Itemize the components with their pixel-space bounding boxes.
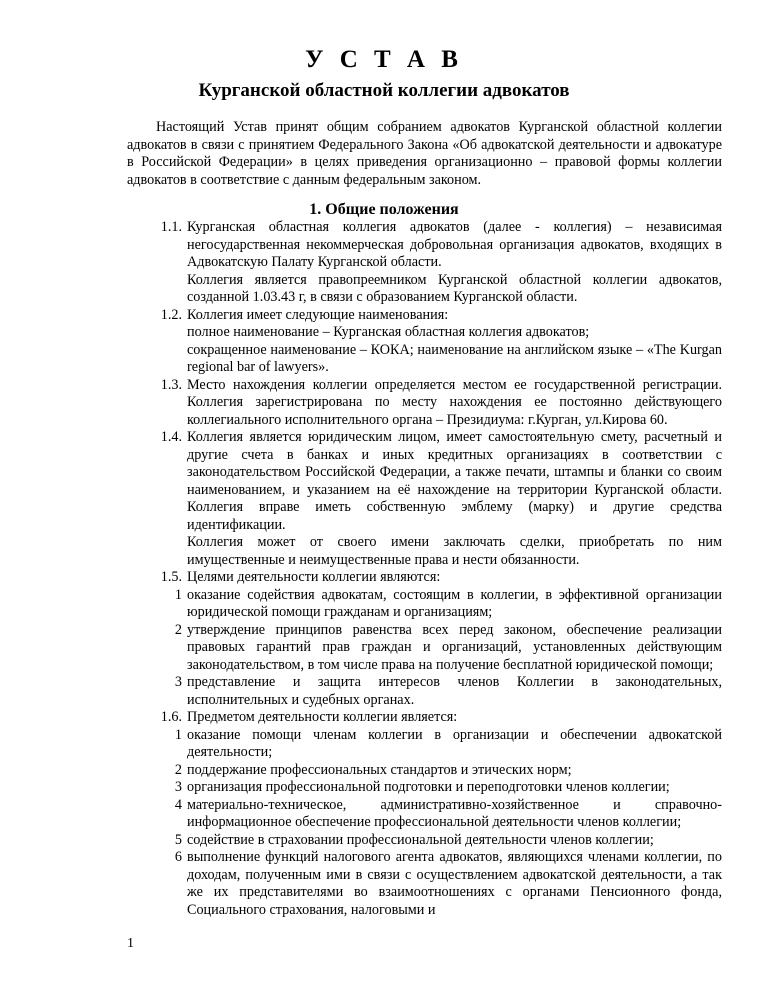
item-number: 2 <box>174 761 182 778</box>
item-body <box>187 674 722 709</box>
sub-item <box>127 674 722 709</box>
item-paragraph: материально-техническое, административно-хозяйственное и справочно-информационное обеспечение профессиональной деятельности членов коллегии; <box>187 796 722 830</box>
item-body <box>187 569 722 587</box>
sub-item <box>127 727 722 762</box>
item-paragraph: оказание содействия адвокатам, состоящим в коллегии, в эффективной организации юридической помощи гражданам и организациям; <box>187 586 722 620</box>
clause-item <box>127 429 722 569</box>
clause-item <box>127 709 722 727</box>
item-body <box>187 727 722 762</box>
item-number: 1 <box>174 726 182 743</box>
item-body <box>187 779 722 797</box>
sub-item <box>127 587 722 622</box>
item-paragraph: выполнение функций налогового агента адвокатов, являющихся членами коллегии, по доходам, полученным ими в связи с осуществлением адвокатской деятельности, а так же их представителями во взаимоотношениях с органами Пенсионного фонда, Социального страхования, налоговыми и <box>187 849 722 918</box>
item-paragraph: Коллегия является правопреемником Курганской областной коллегии адвокатов, созданной 1.03.43 г, в связи с образованием Курганской области. <box>187 271 722 305</box>
document-subtitle: Курганской областной коллегии адвокатов <box>198 80 570 101</box>
item-number: 1.6. <box>160 709 182 725</box>
sub-item <box>127 762 722 780</box>
item-paragraph: оказание помощи членам коллегии в организации и обеспечении адвокатской деятельности; <box>187 726 722 760</box>
section-heading: 1. Общие положения <box>309 201 459 218</box>
item-paragraph: утверждение принципов равенства всех перед законом, обеспечение реализации правовых гарантий прав граждан и организаций, установленных действующим законодательством, в том числе права на получение бесплатной юридической помощи; <box>187 621 722 673</box>
item-paragraph: сокращенное наименование – КОКА; наименование на английском языке – «The Kurgan regional bar of lawyers». <box>187 341 722 375</box>
document-title: У С Т А В <box>305 46 463 73</box>
item-number: 1.5. <box>160 569 182 585</box>
sub-item <box>127 849 722 919</box>
item-body <box>187 587 722 622</box>
item-body <box>187 849 722 919</box>
item-number: 4 <box>174 796 182 813</box>
item-number: 5 <box>174 831 182 848</box>
item-paragraph: Коллегия является юридическим лицом, имеет самостоятельную смету, расчетный и другие счета в банках и иных кредитных организациях в соответствии с законодательством Российской Федерации, а также печати, штампы и бланки со своим наименованием, и указанием на её нахождение на территории Курганской области. Коллегия вправе иметь собственную эмблему (марку) и другие средства идентификации. <box>187 429 722 533</box>
sub-item <box>127 622 722 675</box>
item-number: 1.1. <box>160 219 182 235</box>
item-number: 3 <box>174 779 182 795</box>
item-body <box>187 832 722 850</box>
item-body <box>187 377 722 430</box>
item-number: 1.2. <box>160 306 182 323</box>
item-number: 2 <box>174 621 182 638</box>
clause-item <box>127 569 722 587</box>
item-paragraph: Целями деятельности коллегии являются: <box>187 569 441 585</box>
item-body <box>187 429 722 569</box>
item-number: 1 <box>174 586 182 603</box>
item-paragraph: Курганская областная коллегия адвокатов (далее - коллегия) – независимая негосударственная некоммерческая добровольная организация адвокатов, входящих в Адвокатскую Палату Курганской области. <box>187 219 722 270</box>
item-number: 1.4. <box>160 429 182 445</box>
item-paragraph: Место нахождения коллегии определяется местом ее государственной регистрации. Коллегия зарегистрирована по месту нахождения ее постоянно действующего коллегиального исполнительного органа – Президиума: г.Курган, ул.Кирова 60. <box>187 376 722 428</box>
item-body <box>187 762 722 780</box>
item-number: 6 <box>174 849 182 865</box>
item-paragraph: полное наименование – Курганская областная коллегия адвокатов; <box>187 324 590 340</box>
page-number: 1 <box>127 936 134 951</box>
item-body <box>187 219 722 307</box>
item-paragraph: содействие в страховании профессиональной деятельности членов коллегии; <box>187 831 654 848</box>
clause-item <box>127 219 722 307</box>
item-body <box>187 307 722 377</box>
item-paragraph: Коллегия может от своего имени заключать сделки, приобретать по ним имущественные и неимущественные права и нести обязанности. <box>187 534 722 568</box>
clause-item <box>127 377 722 430</box>
sub-item <box>127 797 722 832</box>
item-number: 1.3. <box>160 376 182 393</box>
item-paragraph: Коллегия имеет следующие наименования: <box>187 306 449 323</box>
item-body <box>187 709 722 727</box>
intro-paragraph: Настоящий Устав принят общим собранием адвокатов Курганской областной коллегии адвокатов в связи с принятием Федерального Закона «Об адвокатской деятельности и адвокатуре в Российской Федерации» в целях приведения организационно – правовой формы коллегии адвокатов в соответствие с данным федеральным законом. <box>127 119 722 188</box>
items-list <box>127 219 722 919</box>
item-paragraph: организация профессиональной подготовки и переподготовки членов коллегии; <box>187 779 670 795</box>
sub-item <box>127 832 722 850</box>
item-body <box>187 797 722 832</box>
item-number: 3 <box>174 674 182 690</box>
item-paragraph: представление и защита интересов членов Коллегии в законодательных, исполнительных и судебных органах. <box>187 674 722 708</box>
clause-item <box>127 307 722 377</box>
sub-item <box>127 779 722 797</box>
item-paragraph: Предметом деятельности коллегии является: <box>187 709 458 725</box>
item-paragraph: поддержание профессиональных стандартов и этических норм; <box>187 761 572 778</box>
item-body <box>187 622 722 675</box>
